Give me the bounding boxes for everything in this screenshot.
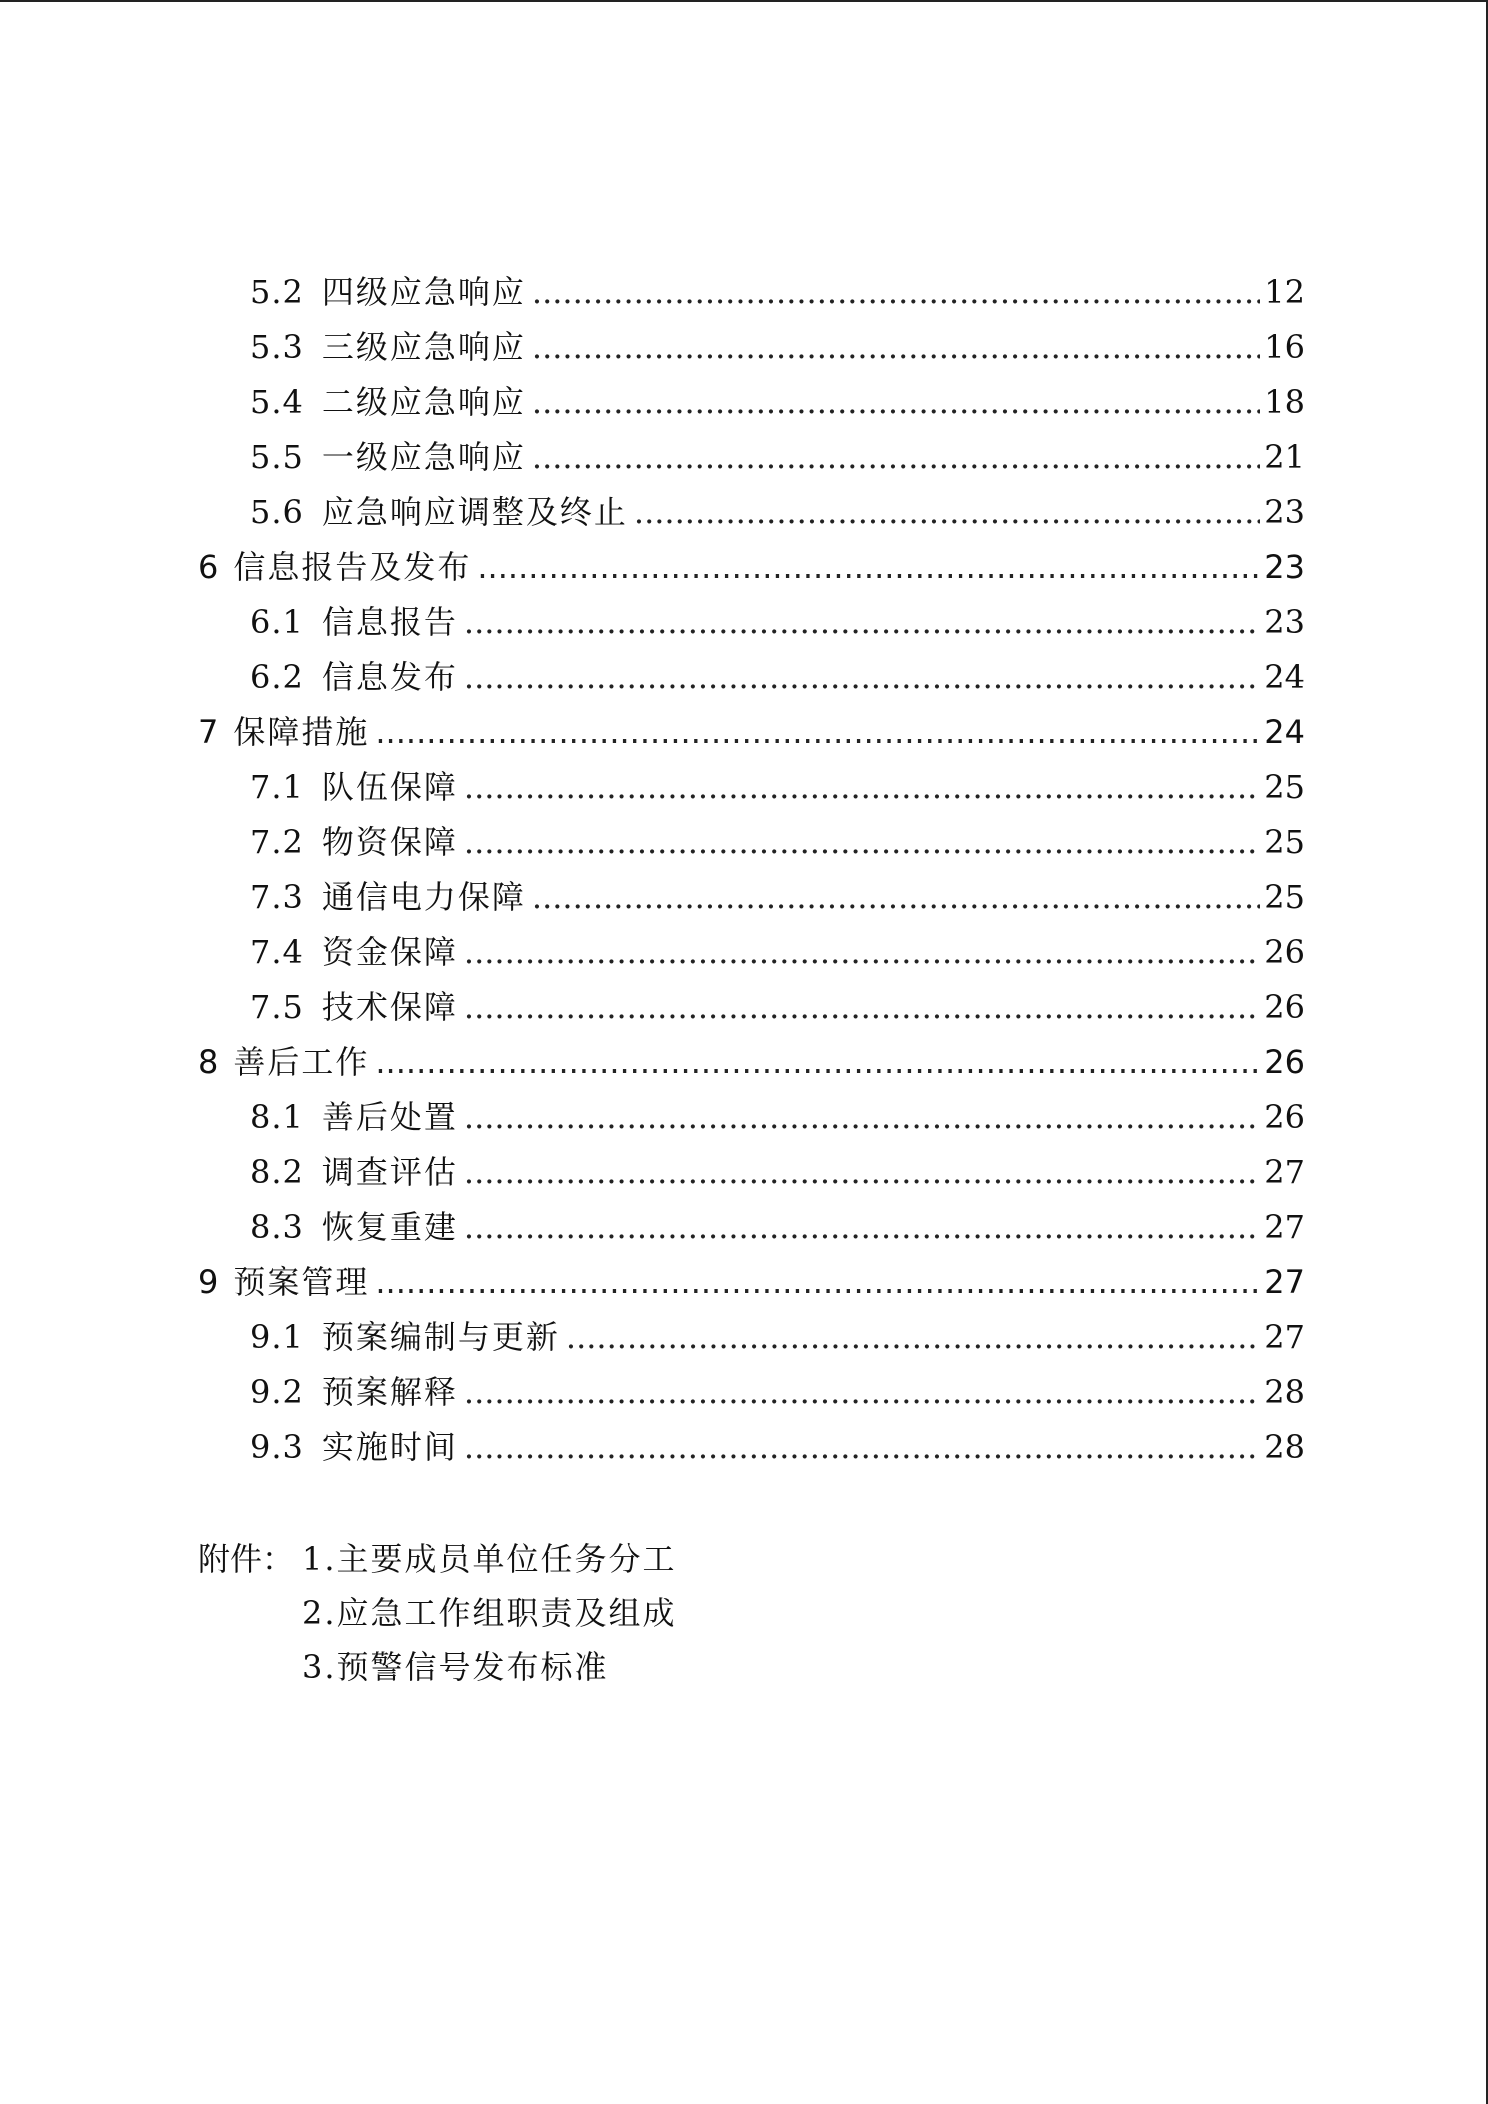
toc-dot-leader: [477, 540, 1260, 594]
toc-entry-title: 队伍保障: [321, 768, 458, 806]
toc-page-number: 26: [1264, 933, 1305, 971]
toc-section-row[interactable]: [250, 1090, 1305, 1144]
toc-entry-title: 信息发布: [321, 658, 458, 696]
toc-entry-title: 一级应急响应: [321, 438, 526, 476]
annex-label: 附件：: [198, 1540, 295, 1578]
toc-page-number: 18: [1264, 383, 1305, 421]
toc-entry-number: 5.3: [250, 328, 304, 366]
toc-page-number: 23: [1264, 548, 1305, 586]
toc-page-number: 27: [1264, 1318, 1305, 1356]
toc-entry-number: 9: [198, 1263, 220, 1301]
toc-entry-title: 应急响应调整及终止: [321, 493, 628, 531]
annex-item: 3.预警信号发布标准: [302, 1648, 609, 1686]
toc-page-number: 27: [1264, 1153, 1305, 1191]
toc-page-number: 24: [1264, 658, 1305, 696]
toc-chapter-row[interactable]: [198, 1255, 1305, 1309]
toc-entry-number: 7.2: [250, 823, 304, 861]
annex-list: [302, 1532, 677, 1694]
annex-item: 2.应急工作组职责及组成: [302, 1594, 677, 1632]
toc-entry-number: 8.1: [250, 1098, 304, 1136]
toc-entry-title: 通信电力保障: [321, 878, 526, 916]
toc-page-number: 26: [1264, 988, 1305, 1026]
toc-entry-title: 善后处置: [321, 1098, 458, 1136]
toc-entry-title: 三级应急响应: [321, 328, 526, 366]
toc-section-row[interactable]: [250, 925, 1305, 979]
toc-section-row[interactable]: [250, 595, 1305, 649]
toc-entry-title: 信息报告及发布: [233, 548, 472, 586]
toc-dot-leader: [464, 815, 1260, 869]
toc-entry-title: 善后工作: [233, 1043, 370, 1081]
toc-entry-number: 7.4: [250, 933, 304, 971]
toc-entry-number: 8.3: [250, 1208, 304, 1246]
toc-page-number: 23: [1264, 493, 1305, 531]
toc-entry-number: 6.1: [250, 603, 304, 641]
toc-entry-title: 技术保障: [321, 988, 458, 1026]
toc-page-number: 26: [1264, 1098, 1305, 1136]
toc-dot-leader: [464, 1145, 1260, 1199]
toc-entry-number: 5.4: [250, 383, 304, 421]
toc-page-number: 25: [1264, 768, 1305, 806]
toc-section-row[interactable]: [250, 1365, 1305, 1419]
toc-dot-leader: [375, 705, 1260, 759]
toc-section-row[interactable]: [250, 1200, 1305, 1254]
toc-entry-title: 实施时间: [321, 1428, 458, 1466]
toc-chapter-row[interactable]: [198, 705, 1305, 759]
toc-entry-number: 7: [198, 713, 220, 751]
toc-dot-leader: [375, 1255, 1260, 1309]
toc-entry-title: 预案编制与更新: [321, 1318, 560, 1356]
toc-dot-leader: [375, 1035, 1260, 1089]
toc-entry-number: 9.2: [250, 1373, 304, 1411]
toc-dot-leader: [532, 430, 1260, 484]
toc-dot-leader: [532, 870, 1260, 924]
toc-section-row[interactable]: [250, 430, 1305, 484]
toc-page-number: 24: [1264, 713, 1305, 751]
toc-section-row[interactable]: [250, 650, 1305, 704]
toc-page-number: 28: [1264, 1428, 1305, 1466]
toc-page-number: 26: [1264, 1043, 1305, 1081]
toc-entry-title: 物资保障: [321, 823, 458, 861]
toc-entry-title: 资金保障: [321, 933, 458, 971]
toc-entry-title: 调查评估: [321, 1153, 458, 1191]
toc-dot-leader: [532, 265, 1260, 319]
toc-dot-leader: [464, 980, 1260, 1034]
toc-dot-leader: [464, 1420, 1260, 1474]
toc-chapter-row[interactable]: [198, 1035, 1305, 1089]
toc-entry-number: 6.2: [250, 658, 304, 696]
toc-dot-leader: [464, 595, 1260, 649]
toc-entry-number: 7.1: [250, 768, 304, 806]
toc-page-number: 27: [1264, 1208, 1305, 1246]
toc-section-row[interactable]: [250, 265, 1305, 319]
toc-entry-title: 信息报告: [321, 603, 458, 641]
toc-entry-number: 5.5: [250, 438, 304, 476]
toc-entry-number: 9.3: [250, 1428, 304, 1466]
toc-entry-number: 7.3: [250, 878, 304, 916]
annex-item: 1.主要成员单位任务分工: [302, 1540, 677, 1578]
toc-dot-leader: [464, 1365, 1260, 1419]
toc-section-row[interactable]: [250, 485, 1305, 539]
toc-page-number: 21: [1264, 438, 1305, 476]
toc-entry-title: 保障措施: [233, 713, 370, 751]
toc-page-number: 12: [1264, 273, 1305, 311]
toc-section-row[interactable]: [250, 320, 1305, 374]
toc-dot-leader: [464, 1090, 1260, 1144]
toc-dot-leader: [464, 1200, 1260, 1254]
toc-section-row[interactable]: [250, 1420, 1305, 1474]
toc-entry-title: 预案管理: [233, 1263, 370, 1301]
toc-entry-title: 预案解释: [321, 1373, 458, 1411]
toc-dot-leader: [634, 485, 1260, 539]
toc-section-row[interactable]: [250, 870, 1305, 924]
toc-page-number: 28: [1264, 1373, 1305, 1411]
toc-page-number: 23: [1264, 603, 1305, 641]
toc-dot-leader: [532, 320, 1260, 374]
toc-section-row[interactable]: [250, 815, 1305, 869]
toc-page-number: 25: [1264, 823, 1305, 861]
toc-page-number: 27: [1264, 1263, 1305, 1301]
toc-dot-leader: [464, 650, 1260, 704]
toc-dot-leader: [566, 1310, 1260, 1364]
toc-section-row[interactable]: [250, 760, 1305, 814]
toc-entry-number: 5.2: [250, 273, 304, 311]
toc-entry-number: 5.6: [250, 493, 304, 531]
toc-entry-title: 二级应急响应: [321, 383, 526, 421]
toc-dot-leader: [464, 925, 1260, 979]
toc-chapter-row[interactable]: [198, 540, 1305, 594]
toc-entry-number: 7.5: [250, 988, 304, 1026]
toc-section-row[interactable]: [250, 1310, 1305, 1364]
toc-entry-number: 9.1: [250, 1318, 304, 1356]
toc-entry-number: 8: [198, 1043, 220, 1081]
toc-dot-leader: [532, 375, 1260, 429]
toc-section-row[interactable]: [250, 375, 1305, 429]
toc-entry-title: 恢复重建: [321, 1208, 458, 1246]
toc-section-row[interactable]: [250, 980, 1305, 1034]
toc-entry-title: 四级应急响应: [321, 273, 526, 311]
toc-entry-number: 6: [198, 548, 220, 586]
toc-page-number: 25: [1264, 878, 1305, 916]
toc-section-row[interactable]: [250, 1145, 1305, 1199]
toc-dot-leader: [464, 760, 1260, 814]
toc-entry-number: 8.2: [250, 1153, 304, 1191]
toc-page-number: 16: [1264, 328, 1305, 366]
